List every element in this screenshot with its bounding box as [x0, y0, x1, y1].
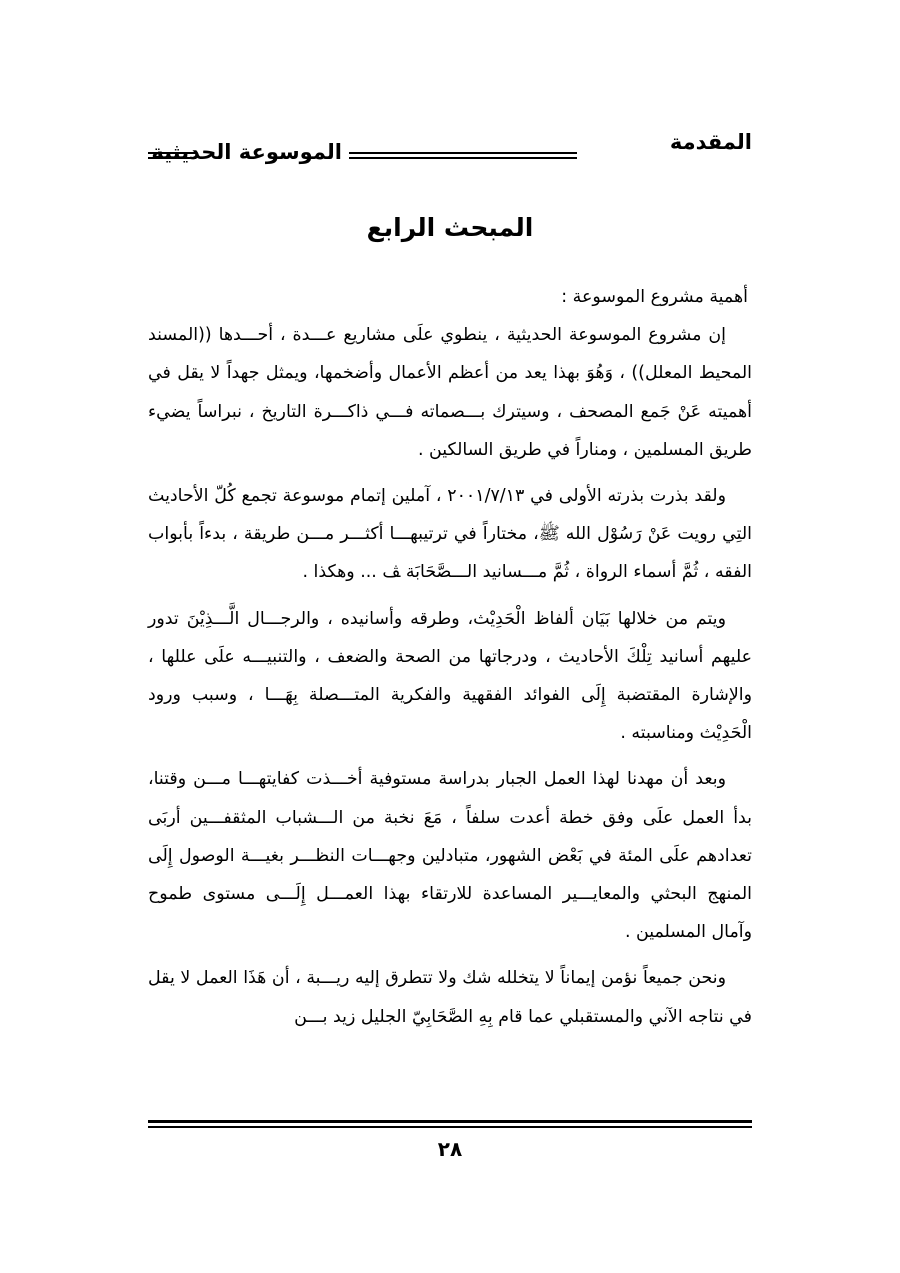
paragraph-text: وبعد أن مهدنا لهذا العمل الجبار بدراسة مستوفية أخـــذت كفايتهـــا مـــن وقتنا، بدأ العمل علَى وفق خطة أعدت سلفاً ، مَعَ نخبة من الـــشباب المثقفـــين أربَى تعدادهم علَى المئة في بَعْض الشهور، متبادلين وجهـــات النظـــر بغيـــة الوصول إِلَى المنهج البحثي والمعايـــير المساعدة للارتقاء بهذا العمـــل إِلَـــى مستوى طموح وآمال المسلمين . [148, 769, 752, 943]
paragraph-text: إن مشروع الموسوعة الحديثية ، ينطوي علَى مشاريع عـــدة ، أحـــدها ((المسند المحيط المعلل)) ، وَهُوَ بهذا يعد من أعظم الأعمال وأضخمها، ويمثل جهداً لا يقل في أهميته عَنْ جَمع المصحف ، وسيترك بـــصماته فـــي ذاكـــرة التاريخ ، نبراساً يضيء طريق المسلمين ، ومناراً في طريق السالكين . [148, 325, 752, 460]
paragraph-5 [148, 959, 752, 1035]
header-rule-short [148, 152, 196, 159]
paragraph-text: ولقد بذرت بذرته الأولى في ٢٠٠١/٧/١٣ ، آملين إتمام موسوعة تجمع كُلّ الأحاديث التِي رويت عَنْ رَسُوْل الله ﷺ، مختاراً في ترتيبهـــا أكثـــر مـــن طريقة ، بدءاً بأبواب الفقه ، ثُمَّ أسماء الرواة ، ثُمَّ مـــسانيد الـــصَّحَابَة ﭫ ... وهكذا . [148, 486, 752, 583]
header-rule-long [349, 152, 577, 159]
page-number: ٢٨ [437, 1137, 463, 1161]
paragraph-4 [148, 760, 752, 951]
running-header [148, 118, 752, 168]
paragraph-1 [148, 316, 752, 469]
chapter-name: المقدمة [669, 130, 752, 154]
paragraph-text: ويتم من خلالها بَيَان ألفاظ الْحَدِيْث، وطرقه وأسانيده ، والرجـــال الَّـــذِيْنَ تدور عليهم أسانيد تِلْكَ الأحاديث ، ودرجاتها من الصحة والضعف ، والتنبيـــه علَى عللها ، والإشارة المقتضبة إِلَى الفوائد الفقهية والفكرية المتـــصلة بِهَـــا ، وسبب ورود الْحَدِيْث ومناسبته . [148, 608, 752, 744]
book-name: الموسوعة الحديثية [151, 140, 342, 164]
paragraph-2 [148, 477, 752, 592]
subheading: أهمية مشروع الموسوعة : [561, 287, 748, 307]
page-body [148, 278, 752, 1044]
paragraph-text: ونحن جميعاً نؤمن إيماناً لا يتخلله شك ولا تتطرق إليه ريـــبة ، أن هَذَا العمل لا يقل في نتاجه الآني والمستقبلي عما قام بِهِ الصَّحَابِيّ الجليل زيد بـــن [148, 968, 752, 1027]
paragraph-3 [148, 600, 752, 753]
section-title: المبحث الرابع [366, 212, 534, 242]
footer-rule [148, 1120, 752, 1128]
